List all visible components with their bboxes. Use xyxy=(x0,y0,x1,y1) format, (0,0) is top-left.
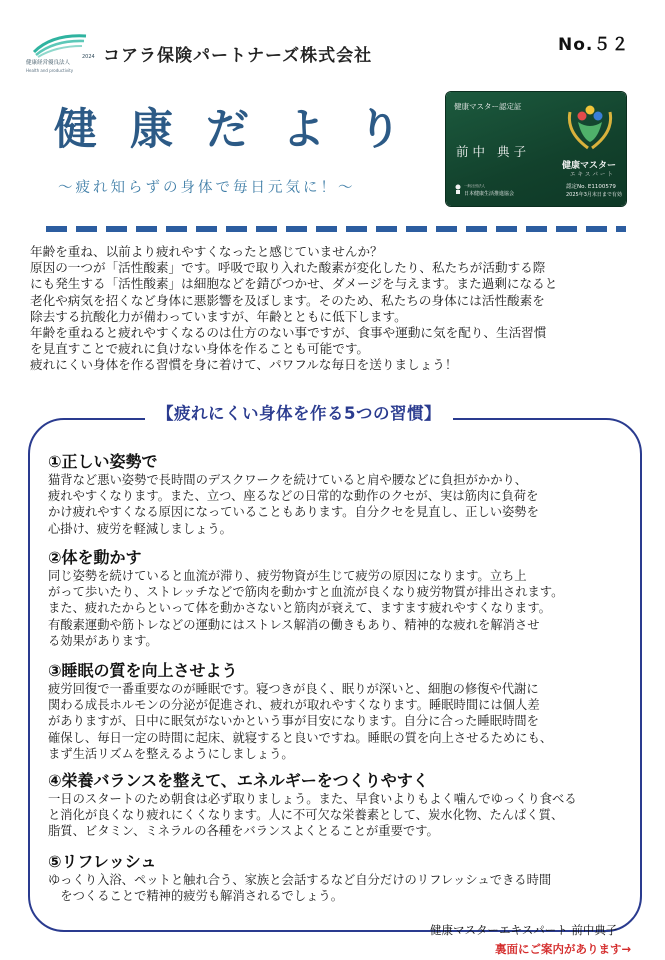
habit-line: 疲れやすくなります。また、立つ、座るなどの日常的な動作のクセが、実は筋肉に負荷を xyxy=(48,489,539,504)
habit-title: ①正しい姿勢で xyxy=(48,452,158,471)
habit-line: 心掛け、疲労を軽減しましょう。 xyxy=(48,521,232,536)
intro-line: にも発生する「活性酸素」は細胞などを錆びつかせ、ダメージを与えます。また過剰になると xyxy=(30,276,558,292)
card-validity: 2025年3月末日まで有効 xyxy=(566,192,622,198)
back-page-note: 裏面にご案内があります→ xyxy=(495,942,632,956)
habit-line: 有酸素運動や筋トレなどの運動にはストレス解消の働きもあり、精神的な疲れを解消させ xyxy=(48,617,540,632)
habit-section-posture xyxy=(48,452,640,537)
company-name: コアラ保険パートナーズ株式会社 xyxy=(103,46,373,66)
habit-line: 関わる成長ホルモンの分泌が促進され、疲れが取れやすくなります。睡眠時間には個人差 xyxy=(48,698,540,713)
certificate-card xyxy=(446,92,626,206)
logo-text: 健康経営優良法人 xyxy=(26,60,71,66)
habit-line: ゆっくり入浴、ペットと触れ合う、家族と会話するなど自分だけのリフレッシュできる時間 xyxy=(48,873,552,887)
card-holder-name: 前中 典子 xyxy=(456,144,530,159)
intro-line: を見直すことで疲れに負けない身体を作ることも可能です。 xyxy=(30,341,370,357)
habit-section-sleep xyxy=(48,661,640,762)
habit-line: 一日のスタートのため朝食は必ず取りましょう。また、早食いよりもよく噛んでゆっくり食べる xyxy=(48,792,577,806)
intro-line: 老化や病気を招くなど身体に悪影響を及ぼします。そのため、私たちの身体には活性酸素を xyxy=(30,292,545,308)
card-association-type: 一般社団法人 xyxy=(464,184,485,188)
laurel-emblem-icon xyxy=(564,98,616,156)
habit-title: ⑤リフレッシュ xyxy=(48,852,157,871)
logo-year: 2024 xyxy=(82,54,95,60)
habit-line: まず生活リズムを整えるようにしましょう。 xyxy=(48,746,294,761)
card-association: 日本健康生活推進協会 xyxy=(464,191,515,197)
habit-title: ③睡眠の質を向上させよう xyxy=(48,661,238,680)
habit-line: 脂質、ビタミン、ミネラルの各種をバランスよくとることが重要です。 xyxy=(48,824,439,839)
habit-section-nutrition xyxy=(48,771,640,840)
issue-number: No.５２ xyxy=(558,35,630,55)
author-signature: 健康マスターエキスパート 前中典子 xyxy=(430,923,618,937)
habit-line: をつくることで精神的疲労も解消されるでしょう。 xyxy=(48,889,344,904)
intro-line: 除去する抗酸化力が備わっていますが、年齢とともに低下します。 xyxy=(30,308,407,324)
habit-line: 疲労回復で一番重要なのが睡眠です。寝つきが良く、眠りが深いと、細胞の修復や代謝に xyxy=(48,682,539,696)
habit-line: がって歩いたり、ストレッチなどで筋肉を動かすと血流が良くなり疲労物質が排出されます。 xyxy=(48,585,564,600)
habit-section-exercise xyxy=(48,548,640,649)
habit-line: る効果があります。 xyxy=(48,633,158,648)
habit-line: 確保し、毎日一定の時間に起床、就寝すると良いですね。睡眠の質を向上させるためにも、 xyxy=(48,730,553,745)
logo-subtext: Health and productivity xyxy=(26,68,74,73)
habit-title: ②体を動かす xyxy=(48,548,142,567)
habit-title: ④栄養バランスを整えて、エネルギーをつくりやすく xyxy=(48,771,429,790)
intro-line: 年齢を重ね、以前より疲れやすくなったと感じていませんか？ xyxy=(30,244,383,259)
header-divider xyxy=(46,226,626,232)
intro-line: 原因の一つが「活性酸素」です。呼吸で取り入れた酸素が変化したり、私たちが活動する際 xyxy=(30,260,546,276)
intro-line: 年齢を重ねると疲れやすくなるのは仕方のない事ですが、食事や運動に気を配り、生活習慣 xyxy=(30,325,547,341)
health-management-logo xyxy=(26,32,98,78)
habit-line: と消化が良くなり疲れにくくなります。人に不可欠な栄養素として、炭水化物、たんぱく質、 xyxy=(48,808,564,823)
intro-line: 疲れにくい身体を作る習慣を身に着けて、パワフルな毎日を送りましょう！ xyxy=(30,357,458,373)
card-title: 健康マスター認定証 xyxy=(454,102,522,111)
association-mark-icon xyxy=(454,184,462,194)
habit-line: かけ疲れやすくなる原因になっていることもあります。自分クセを見直し、正しい姿勢を xyxy=(48,505,539,520)
newsletter-subtitle: ～疲れ知らずの身体で毎日元気に！～ xyxy=(58,180,356,196)
habit-section-refresh xyxy=(48,852,640,904)
logo-swoosh-icon xyxy=(32,32,88,58)
habit-line: 同じ姿勢を続けていると血流が滞り、疲労物資が生じて疲労の原因になります。立ち上 xyxy=(48,569,527,583)
intro-text xyxy=(30,244,640,374)
habit-line: 猫背など悪い姿勢で長時間のデスクワークを続けていると肩や腰などに負担がかかり、 xyxy=(48,473,528,487)
card-cert-number: 認定No. E1100579 xyxy=(566,184,616,190)
card-master-label: 健康マスター xyxy=(562,161,617,171)
card-expert-label: エキスパート xyxy=(570,172,615,178)
habit-line: がありますが、日中に眠気がないかという事が目安になります。自分に合った睡眠時間を xyxy=(48,714,539,729)
habit-line: また、疲れたからといって体を動かさないと筋肉が衰えて、ますます疲れやすくなります。 xyxy=(48,601,551,616)
newsletter-title: 健康だより xyxy=(54,105,434,155)
habits-heading: 【疲れにくい身体を作る5つの習慣】 xyxy=(145,400,453,424)
